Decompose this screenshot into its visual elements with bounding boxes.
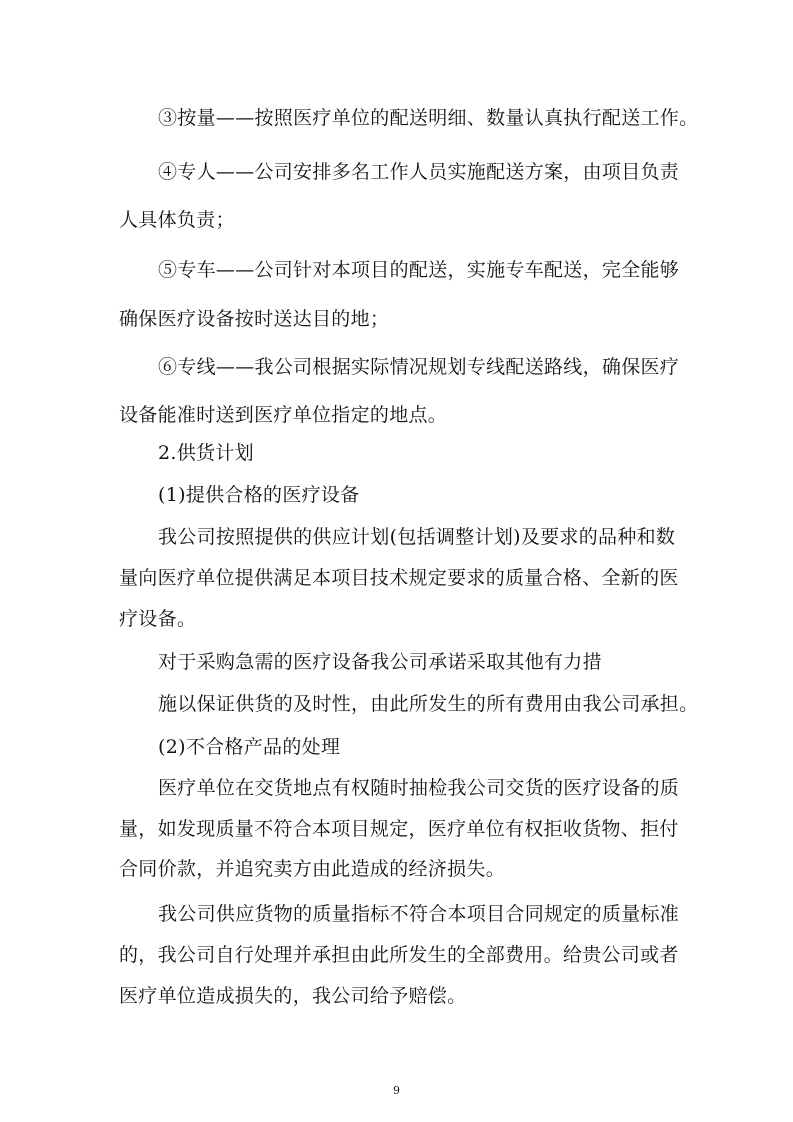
text-line-item-5-dedicated-vehicle: ⑤专车——公司针对本项目的配送，实施专车配送，完全能够 — [158, 259, 680, 281]
text-line: 医疗单位在交货地点有权随时抽检我公司交货的医疗设备的质 — [158, 777, 680, 799]
text-line: 设备能准时送到医疗单位指定的地点。 — [119, 404, 448, 426]
text-line: 医疗单位造成损失的，我公司给予赔偿。 — [119, 985, 467, 1007]
subsection-heading-qualified-equipment: (1)提供合格的医疗设备 — [158, 484, 360, 506]
page-number: 9 — [393, 1084, 400, 1097]
text-line: 施以保证供货的及时性，由此所发生的所有费用由我公司承担。 — [158, 693, 699, 715]
subsection-heading-nonconforming-products: (2)不合格产品的处理 — [158, 736, 341, 758]
text-line: 的，我公司自行处理并承担由此所发生的全部费用。给贵公司或者 — [119, 944, 679, 966]
text-line: 量向医疗单位提供满足本项目技术规定要求的质量合格、全新的医 — [119, 567, 679, 589]
text-line-item-6-dedicated-route: ⑥专线——我公司根据实际情况规划专线配送路线，确保医疗 — [158, 356, 680, 378]
text-line: 人具体负责； — [119, 209, 235, 231]
text-line-item-3-delivery-by-quantity: ③按量——按照医疗单位的配送明细、数量认真执行配送工作。 — [158, 107, 699, 129]
text-line: 对于采购急需的医疗设备我公司承诺采取其他有力措 — [158, 651, 602, 673]
text-line: 合同价款，并追究卖方由此造成的经济损失。 — [119, 858, 506, 880]
text-line-item-4-dedicated-staff: ④专人——公司安排多名工作人员实施配送方案，由项目负责 — [158, 161, 680, 183]
section-heading-supply-plan: 2.供货计划 — [158, 442, 254, 464]
text-line: 疗设备。 — [119, 608, 197, 630]
text-line: 我公司按照提供的供应计划(包括调整计划)及要求的品种和数 — [158, 526, 676, 548]
text-line: 确保医疗设备按时送达目的地； — [119, 308, 390, 330]
text-line: 我公司供应货物的质量指标不符合本项目合同规定的质量标准 — [158, 903, 680, 925]
text-line: 量，如发现质量不符合本项目规定，医疗单位有权拒收货物、拒付 — [119, 818, 679, 840]
